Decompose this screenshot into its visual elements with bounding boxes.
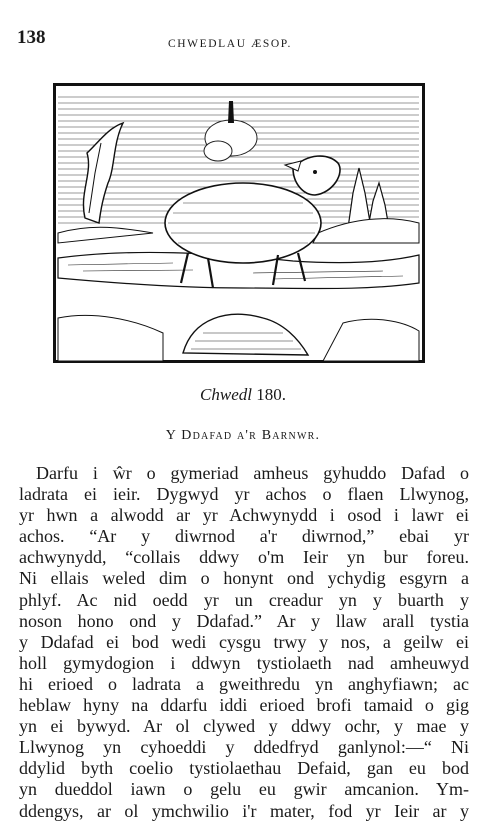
body-line: heblaw hyny na ddarfu iddi erioed brofi tamaid o gig <box>19 695 469 716</box>
body-line: phlyf. Ac nid oedd yr un creadur yn y buarth y <box>19 589 469 610</box>
body-line: yn dueddol iawn o gelu eu gwir amcanion. Ym- <box>19 779 469 800</box>
body-line: Darfu i ŵr o gymeriad amheus gyhuddo Dafad o <box>36 463 469 483</box>
caption-number: 180. <box>256 385 286 404</box>
body-line: ddengys, ar ol ymchwilio i'r mater, fod yr Ieir ar y <box>19 800 469 821</box>
fable-title: Y Ddafad a'r Barnwr. <box>165 428 321 443</box>
body-line: achwynydd, “collais ddwy o'm Ieir yn bur foreu. <box>19 547 469 568</box>
page-number: 138 <box>17 27 46 48</box>
body-line: holl gymydogion i ddwyn tystiolaeth nad amheuwyd <box>19 652 469 673</box>
body-line: Ni ellais weled dim o honynt ond ychydig esgyrn a <box>19 568 469 589</box>
body-line: ddylid byth coelio tystiolaethau Defaid, gan eu bod <box>19 758 469 779</box>
figure-caption <box>0 385 486 405</box>
fable-engraving <box>53 83 425 363</box>
body-line: ladrata ei ieir. Dygwyd yr achos o flaen Llwynog, <box>19 484 469 505</box>
body-line: yr hwn a alwodd ar yr Achwynydd i osod i lawr ei <box>19 505 469 526</box>
body-line: y Ddafad ei bod wedi cysgu trwy y nos, a geilw ei <box>19 631 469 652</box>
body-line: achos. “Ar y diwrnod a'r diwrnod,” ebai yr <box>19 526 469 547</box>
caption-label: Chwedl <box>200 385 252 404</box>
fable-body <box>19 463 469 822</box>
body-line: Llwynog yn cyhoeddi y ddedfryd ganlynol:—“ Ni <box>19 737 469 758</box>
body-line: noson hono ond y Ddafad.” Ar y llaw arall tystia <box>19 610 469 631</box>
body-line: hi erioed o ladrata a gweithredu yn anghyfiawn; ac <box>19 673 469 694</box>
running-head: CHWEDLAU ÆSOP. <box>168 38 292 50</box>
body-line: yn ei bywyd. Ar ol clywed y ddwy ochr, y mae y <box>19 716 469 737</box>
